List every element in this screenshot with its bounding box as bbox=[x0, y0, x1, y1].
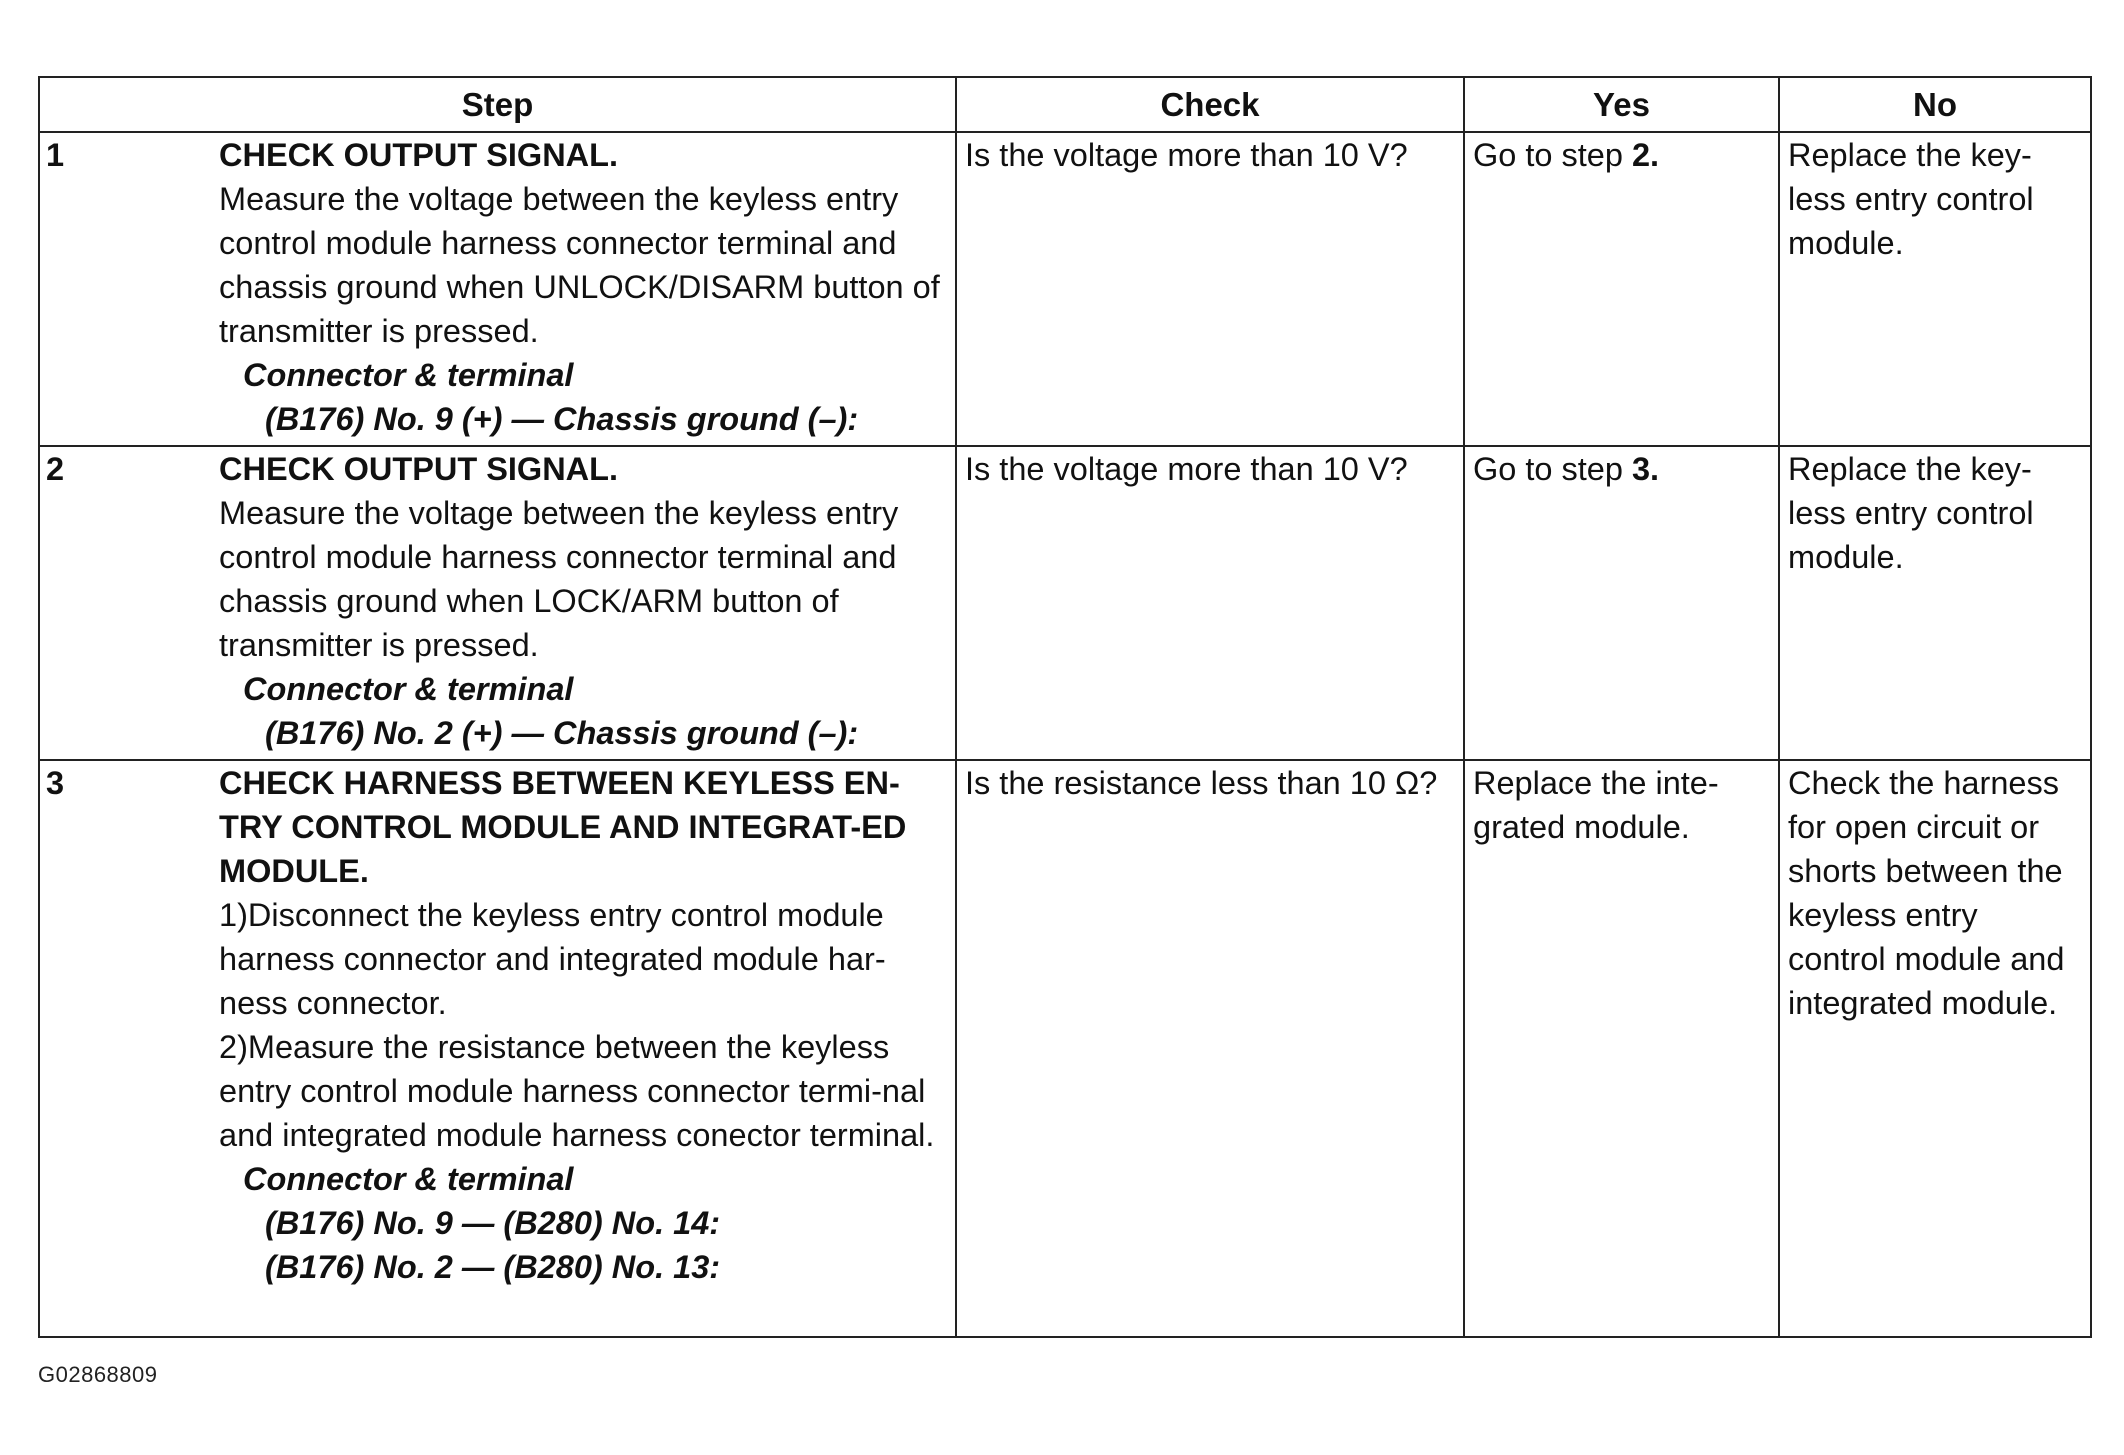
step-body bbox=[219, 447, 947, 755]
yes-cell bbox=[1464, 446, 1779, 760]
step-instruction: Measure the voltage between the keyless entry control module harness connector terminal and chassis ground when UNLOCK/DISARM button of transmitter is pressed. bbox=[219, 181, 940, 349]
yes-step-number: 3. bbox=[1631, 451, 1660, 487]
connector-label: Connector & terminal bbox=[243, 1161, 574, 1197]
check-cell: Is the voltage more than 10 V? bbox=[956, 132, 1464, 446]
table-row bbox=[39, 760, 2091, 1337]
check-cell: Is the resistance less than 10 Ω? bbox=[956, 760, 1464, 1337]
step-instruction: 2)Measure the resistance between the keyless entry control module harness connector termi-nal and integrated module harness conector terminal. bbox=[219, 1029, 935, 1153]
table-header-row bbox=[39, 77, 2091, 132]
no-cell: Replace the key-less entry control module. bbox=[1779, 446, 2091, 760]
step-number: 1 bbox=[46, 137, 65, 173]
step-instruction: 1)Disconnect the keyless entry control module harness connector and integrated module har-ness connector. bbox=[219, 897, 886, 1021]
step-cell bbox=[39, 132, 956, 446]
connector-terminal: (B176) No. 2 — (B280) No. 13: bbox=[265, 1249, 721, 1285]
connector-label: Connector & terminal bbox=[243, 671, 574, 707]
diagnostic-table-container bbox=[38, 76, 2090, 1338]
table-row bbox=[39, 446, 2091, 760]
yes-cell bbox=[1464, 132, 1779, 446]
no-cell: Check the harness for open circuit or shorts between the keyless entry control module and integrated module. bbox=[1779, 760, 2091, 1337]
yes-text: Go to step bbox=[1473, 137, 1632, 173]
step-number: 2 bbox=[46, 451, 65, 487]
step-body bbox=[219, 761, 947, 1289]
yes-text: Go to step bbox=[1473, 451, 1632, 487]
step-number: 3 bbox=[46, 765, 65, 801]
header-step: Step bbox=[39, 77, 956, 132]
yes-cell: Replace the inte-grated module. bbox=[1464, 760, 1779, 1337]
connector-terminal: (B176) No. 9 (+) — Chassis ground (–): bbox=[265, 401, 859, 437]
check-cell: Is the voltage more than 10 V? bbox=[956, 446, 1464, 760]
step-title: CHECK OUTPUT SIGNAL. bbox=[219, 137, 619, 173]
connector-terminal: (B176) No. 2 (+) — Chassis ground (–): bbox=[265, 715, 859, 751]
step-body bbox=[219, 133, 947, 441]
table-row bbox=[39, 132, 2091, 446]
no-cell: Replace the key-less entry control module. bbox=[1779, 132, 2091, 446]
figure-code: G02868809 bbox=[38, 1362, 158, 1387]
step-title: CHECK HARNESS BETWEEN KEYLESS EN-TRY CONTROL MODULE AND INTEGRAT-ED MODULE. bbox=[219, 765, 907, 889]
header-no: No bbox=[1779, 77, 2091, 132]
header-yes: Yes bbox=[1464, 77, 1779, 132]
diagnostic-table bbox=[38, 76, 2092, 1338]
step-cell bbox=[39, 446, 956, 760]
connector-terminal: (B176) No. 9 — (B280) No. 14: bbox=[265, 1205, 721, 1241]
step-instruction: Measure the voltage between the keyless entry control module harness connector terminal and chassis ground when LOCK/ARM button of transmitter is pressed. bbox=[219, 495, 899, 663]
step-title: CHECK OUTPUT SIGNAL. bbox=[219, 451, 619, 487]
connector-label: Connector & terminal bbox=[243, 357, 574, 393]
yes-step-number: 2. bbox=[1631, 137, 1660, 173]
header-check: Check bbox=[956, 77, 1464, 132]
step-cell bbox=[39, 760, 956, 1337]
